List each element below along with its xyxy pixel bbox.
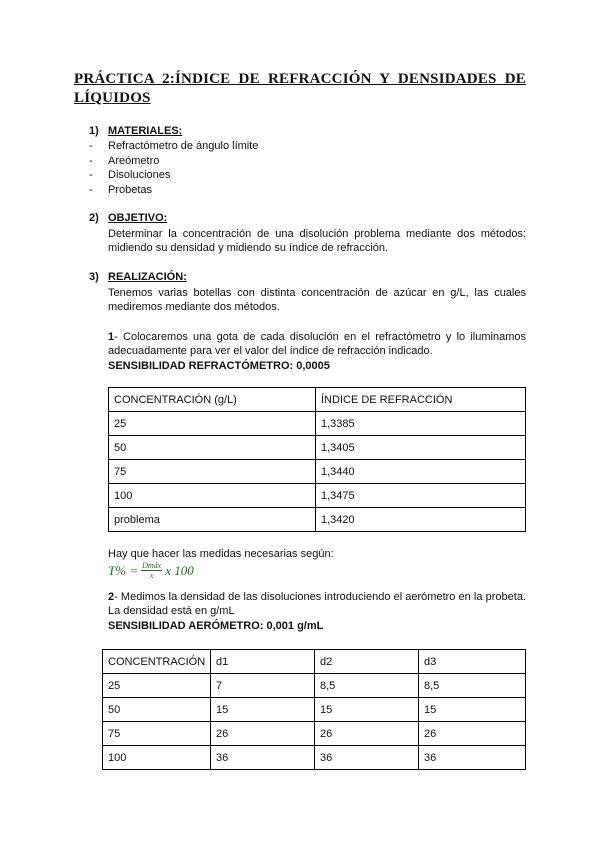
refraction-table xyxy=(108,387,526,532)
step1-text: 1- Colocaremos una gota de cada disolución en el refractómetro y lo iluminamos adecuadamente para ver el valor del índice de refracción indicado. xyxy=(108,331,526,358)
table-header-row xyxy=(103,650,526,674)
section-number: 3) xyxy=(89,271,99,283)
table-row: 50 1,3405 xyxy=(109,436,526,460)
section-realizacion-heading xyxy=(89,271,187,283)
table-row: 50 15 15 15 xyxy=(103,698,526,722)
table-row: 75 26 26 26 xyxy=(103,722,526,746)
section-label: MATERIALES: xyxy=(108,125,183,137)
column-header: ÍNDICE DE REFRACCIÓN xyxy=(316,388,526,412)
section-number: 2) xyxy=(89,212,99,224)
table-row: 25 7 8,5 8,5 xyxy=(103,674,526,698)
section-label: OBJETIVO: xyxy=(108,212,168,224)
step2-sensitivity: SENSIBILIDAD AERÓMETRO: 0,001 g/mL xyxy=(108,620,324,632)
materials-list xyxy=(89,139,258,198)
list-item: - Probetas xyxy=(89,184,153,197)
formula: T% = $\frac{\text{Dmáx}}{x}$ x 100 xyxy=(108,561,194,580)
density-table xyxy=(102,649,526,770)
table-row: 100 36 36 36 xyxy=(103,746,526,770)
table-row: problema 1,3420 xyxy=(109,508,526,532)
objetivo-text: Determinar la concentración de una disolución problema mediante dos métodos: midiendo su densidad y midiendo su índice de refracción. xyxy=(108,228,526,255)
table-header-row xyxy=(109,388,526,412)
realizacion-text: Tenemos varias botellas con distinta concentración de azúcar en g/L, las cuales mediremos mediante dos métodos. xyxy=(108,287,526,314)
section-objetivo-heading xyxy=(89,212,167,224)
step1-sensitivity: SENSIBILIDAD REFRACTÓMETRO: 0,0005 xyxy=(108,360,330,372)
section-materiales-heading xyxy=(89,125,182,137)
list-item: - Areómetro xyxy=(89,154,160,167)
step2-text: 2- Medimos la densidad de las disoluciones introduciendo el aerómetro en la probeta. La densidad está en g/mL xyxy=(108,591,526,618)
column-header: CONCENTRACIÓN xyxy=(103,650,211,674)
table-row: 100 1,3475 xyxy=(109,484,526,508)
section-label: REALIZACIÓN: xyxy=(108,271,187,283)
list-item: - Refractómetro de ángulo límite xyxy=(89,140,259,152)
list-item: - Disoluciones xyxy=(89,169,171,182)
column-header: d2 xyxy=(315,650,419,674)
page-title: PRÁCTICA 2:ÍNDICE DE REFRACCIÓN Y DENSIDADES DE LÍQUIDOS xyxy=(74,71,526,106)
column-header: CONCENTRACIÓN (g/L) xyxy=(109,388,316,412)
column-header: d3 xyxy=(419,650,526,674)
table-row: 75 1,3440 xyxy=(109,460,526,484)
section-number: 1) xyxy=(89,125,99,137)
table-row: 25 1,3385 xyxy=(109,412,526,436)
formula-intro: Hay que hacer las medidas necesarias según: xyxy=(108,548,334,560)
column-header: d1 xyxy=(211,650,315,674)
